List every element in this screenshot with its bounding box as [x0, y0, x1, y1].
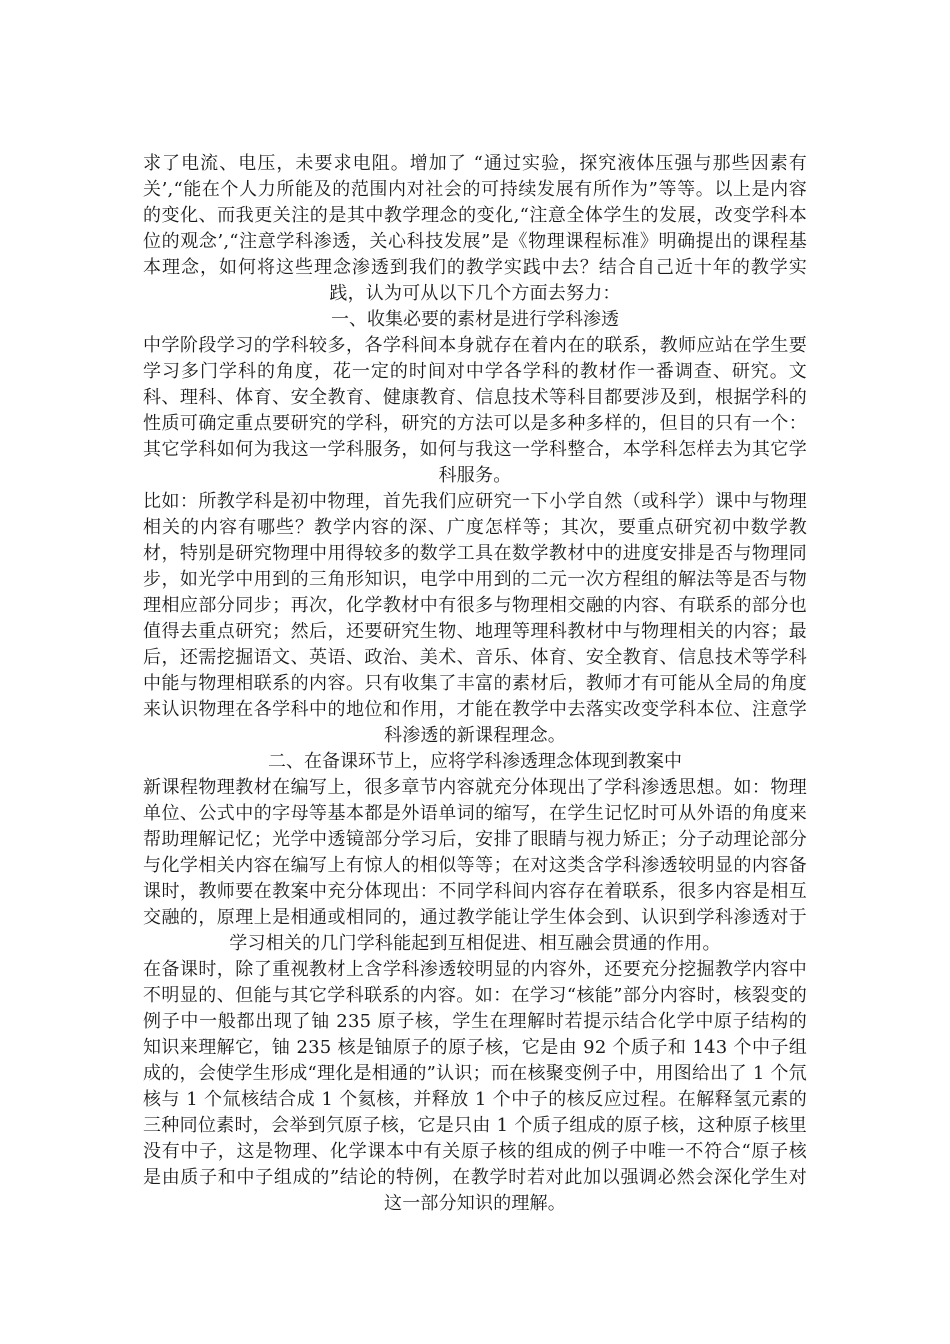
paragraph-section2-a: 新课程物理教材在编写上，很多章节内容就充分体现出了学科渗透思想。如：物理单位、公式中的字母等基本都是外语单词的缩写，在学生记忆时可从外语的角度来帮助理解记忆；光学中透镜部分学习后，安排了眼睛与视力矫正；分子动理论部分与化学相关内容在编写上有惊人的相似等等；在对这类含学科渗透较明显的内容备课时，教师要在教案中充分体现出：不同学科间内容存在着联系，很多内容是相互交融的，原理上是相通或相同的，通过教学能让学生体会到、认识到学科渗透对于学习相关的几门学科能起到互相促进、相互融会贯通的作用。 — [143, 777, 807, 954]
paragraph-section1-a: 中学阶段学习的学科较多，各学科间本身就存在着内在的联系，教师应站在学生要学习多门学科的角度，花一定的时间对中学各学科的教材作一番调查、研究。文科、理科、体育、安全教育、健康教育、信息技术等科目都要涉及到，根据学科的性质可确定重点要研究的学科，研究的方法可以是多种多样的，但目的只有一个：其它学科如何为我这一学科服务，如何与我这一学科整合，本学科怎样去为其它学科服务。 — [143, 335, 807, 486]
section-heading-2: 二、在备课环节上，应将学科渗透理念体现到教案中 — [268, 751, 682, 772]
paragraph-section2-b: 在备课时，除了重视教材上含学科渗透较明显的内容外，还要充分挖掘教学内容中不明显的、但能与其它学科联系的内容。如：在学习“核能”部分内容时，核裂变的例子中一般都出现了铀 235 原子核，学生在理解时若提示结合化学中原子结构的知识来理解它，铀 235 核是铀原子的原子核，它是由 92 个质子和 143 个中子组成的，会使学生形成“理化是相通的”认识；而在核聚变例子中，用图给出了 1 个氘核与 1 个氚核结合成 1 个氦核，并释放 1 个中子的核反应过程。在解释氢元素的三种同位素时，会举到氕原子核，它是只由 1 个质子组成的原子核，这种原子核里没有中子，这是物理、化学课本中有关原子核的组成的例子中唯一不符合“原子核是由质子和中子组成的”结论的特例，在教学时若对此加以强调必然会深化学生对这一部分知识的理解。 — [143, 959, 807, 1214]
document-body — [143, 151, 807, 1217]
section-heading-1: 一、收集必要的素材是进行学科渗透 — [331, 309, 619, 330]
paragraph-intro-continuation: 求了电流、电压，未要求电阻。增加了 “通过实验，探究液体压强与那些因素有关’,“能在个人力所能及的范围内对社会的可持续发展有所作为”等等。以上是内容的变化、而我更关注的是其中教学理念的变化,“注意全体学生的发展，改变学科本位的观念’,“注意学科渗透，关心科技发展”是《物理课程标准》明确提出的课程基本理念，如何将这些理念渗透到我们的教学实践中去？结合自己近十年的教学实践，认为可从以下几个方面去努力： — [143, 153, 807, 304]
paragraph-section1-b: 比如：所教学科是初中物理，首先我们应研究一下小学自然（或科学）课中与物理相关的内容有哪些？教学内容的深、广度怎样等；其次，要重点研究初中数学教材，特别是研究物理中用得较多的数学工具在数学教材中的进度安排是否与物理同步，如光学中用到的三角形知识，电学中用到的二元一次方程组的解法等是否与物理相应部分同步；再次，化学教材中有很多与物理相交融的内容、有联系的部分也值得去重点研究；然后，还要研究生物、地理等理科教材中与物理相关的内容；最后，还需挖掘语文、英语、政治、美术、音乐、体育、安全教育、信息技术等学科中能与物理相联系的内容。只有收集了丰富的素材后，教师才有可能从全局的角度来认识物理在各学科中的地位和作用，才能在教学中去落实改变学科本位、注意学科渗透的新课程理念。 — [143, 491, 807, 746]
